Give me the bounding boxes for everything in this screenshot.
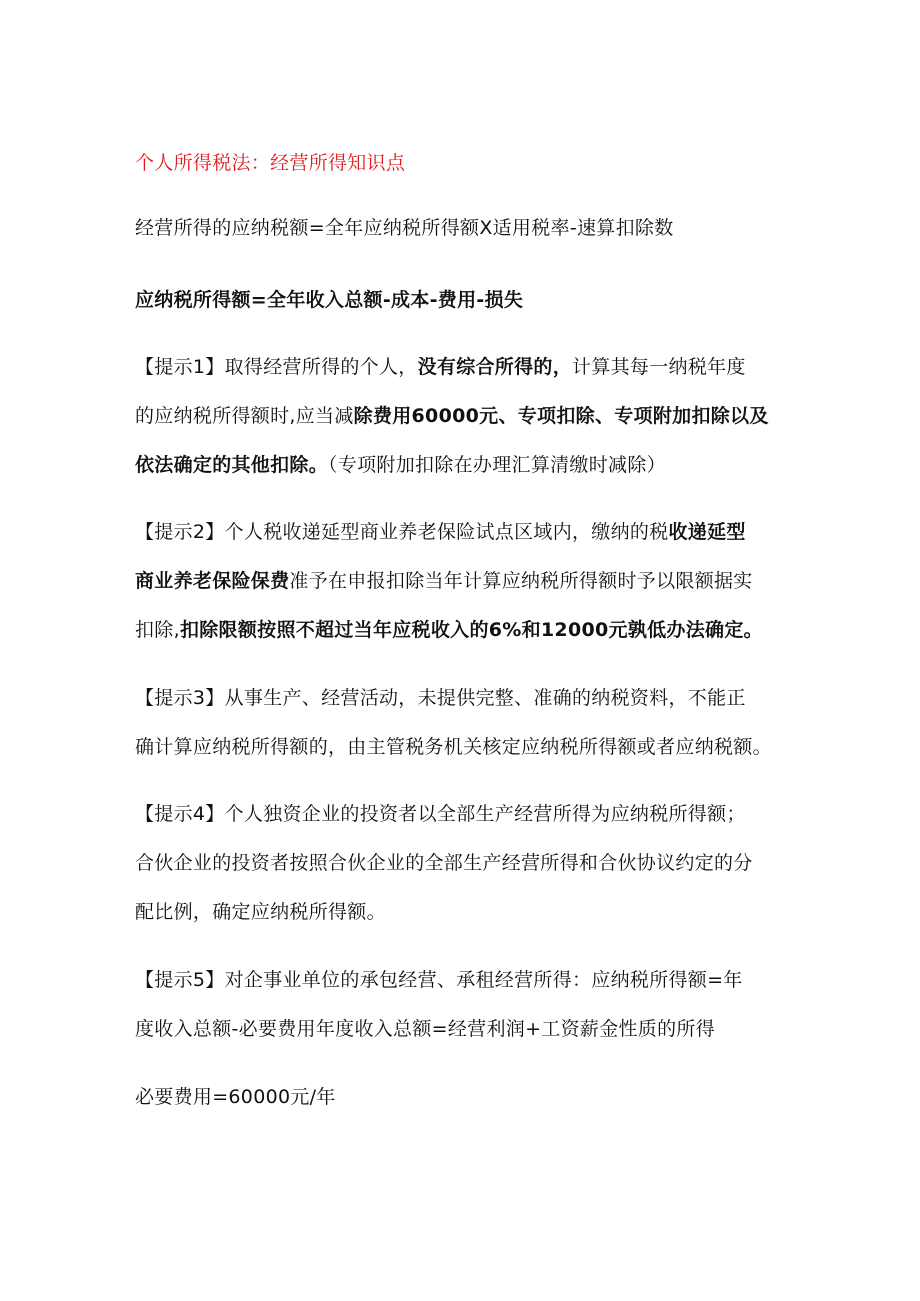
tip1-line1: 【提示1】取得经营所得的个人，没有综合所得的，计算其每一纳税年度 (135, 356, 746, 378)
tip3-label: 【提示3】 (135, 687, 225, 709)
tip4-line1: 【提示4】个人独资企业的投资者以全部生产经营所得为应纳税所得额； (135, 803, 746, 825)
tip3-line1: 【提示3】从事生产、经营活动，未提供完整、准确的纳税资料，不能正 (135, 687, 746, 709)
tip2-line3: 扣除,扣除限额按照不超过当年应税收入的6%和12000元孰低办法确定。 (135, 619, 763, 641)
tip5-label: 【提示5】 (135, 969, 225, 991)
formula-taxable-income: 应纳税所得额=全年收入总额-成本-费用-损失 (135, 289, 524, 311)
tip3-line2: 确计算应纳税所得额的，由主管税务机关核定应纳税所得额或者应纳税额。 (135, 736, 772, 758)
tip2-label: 【提示2】 (135, 521, 225, 543)
tip2-line1: 【提示2】个人税收递延型商业养老保险试点区域内，缴纳的税收递延型 (135, 521, 746, 543)
tip1-line3: 依法确定的其他扣除。（专项附加扣除在办理汇算清缴时减除） (135, 454, 666, 476)
necessary-expense-note: 必要费用=60000元/年 (135, 1086, 336, 1108)
formula-tax-payable: 经营所得的应纳税额=全年应纳税所得额X适用税率-速算扣除数 (135, 217, 674, 239)
tip4-line2: 合伙企业的投资者按照合伙企业的全部生产经营所得和合伙协议约定的分 (135, 852, 753, 874)
tip1-label: 【提示1】 (135, 356, 225, 378)
tip5-line1: 【提示5】对企事业单位的承包经营、承租经营所得：应纳税所得额=年 (135, 969, 743, 991)
tip5-line2: 度收入总额-必要费用年度收入总额=经营利润+工资薪金性质的所得 (135, 1018, 715, 1040)
tip1-line2: 的应纳税所得额时,应当减除费用60000元、专项扣除、专项附加扣除以及 (135, 405, 769, 427)
tip4-line3: 配比例，确定应纳税所得额。 (135, 901, 386, 923)
tip4-label: 【提示4】 (135, 803, 225, 825)
page-title: 个人所得税法：经营所得知识点 (135, 152, 406, 174)
tip2-line2: 商业养老保险保费准予在申报扣除当年计算应纳税所得额时予以限额据实 (135, 570, 753, 592)
